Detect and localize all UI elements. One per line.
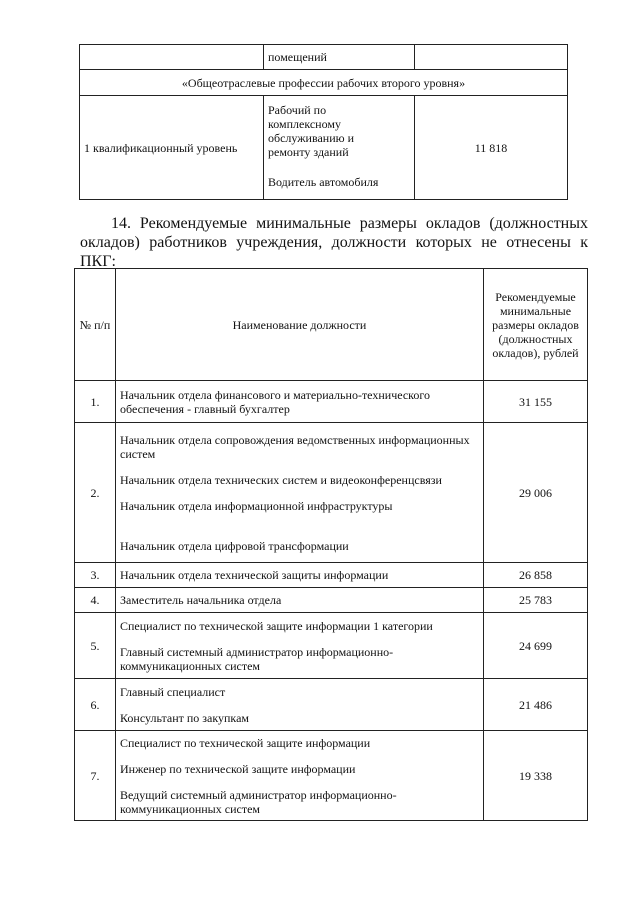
position-line: ремонту зданий	[268, 145, 349, 159]
positions-cell	[264, 96, 415, 200]
position-name: Главный системный администратор информационно-коммуникационных систем	[120, 644, 394, 673]
row-names	[116, 731, 484, 821]
table-row	[80, 70, 568, 96]
row-num: 3.	[75, 563, 116, 588]
row-salary: 31 155	[484, 381, 588, 423]
position-name: Главный специалист	[120, 684, 226, 699]
table-row	[75, 563, 588, 588]
section-paragraph	[80, 214, 588, 271]
table-row	[75, 381, 588, 423]
row-num: 5.	[75, 613, 116, 679]
position-name: Ведущий системный администратор информационно-коммуникационных систем	[120, 787, 397, 816]
row-num: 1.	[75, 381, 116, 423]
table-header-row	[75, 269, 588, 381]
position-name: Начальник отдела информационной инфраструктуры	[120, 498, 393, 513]
position-name: Начальник отдела цифровой трансформации	[120, 538, 349, 553]
header-num: № п/п	[75, 269, 116, 381]
table-cell: помещений	[264, 45, 415, 70]
row-names	[116, 423, 484, 563]
paragraph-line: 14. Рекомендуемые минимальные размеры окладов (должностных	[111, 215, 588, 232]
paragraph-line: окладов) работников учреждения, должности которых не отнесены к ПКГ:	[80, 234, 588, 270]
group-title: «Общеотраслевые профессии рабочих второго уровня»	[80, 70, 568, 96]
table-row	[80, 45, 568, 70]
position-line: обслуживанию и	[268, 131, 355, 145]
header-salary: Рекомендуемые минимальные размеры окладов (должностных окладов), рублей	[484, 269, 588, 381]
row-num: 6.	[75, 679, 116, 731]
row-salary: 26 858	[484, 563, 588, 588]
position-name: Начальник отдела сопровождения ведомственных информационных систем	[120, 432, 470, 461]
row-num: 4.	[75, 588, 116, 613]
row-name: Начальник отдела финансового и материально-технического обеспечения - главный бухгалтер	[116, 381, 484, 423]
table-cell	[415, 45, 568, 70]
row-salary: 21 486	[484, 679, 588, 731]
position-name: Инженер по технической защите информации	[120, 761, 356, 776]
table-row	[75, 613, 588, 679]
table-row	[75, 679, 588, 731]
table-row	[75, 423, 588, 563]
table-cell	[80, 45, 264, 70]
row-salary: 24 699	[484, 613, 588, 679]
qualification-level: 1 квалификационный уровень	[80, 96, 264, 200]
table-row	[80, 96, 568, 200]
position-name: Консультант по закупкам	[120, 710, 249, 725]
position-name: Начальник отдела технических систем и видеоконференцсвязи	[120, 472, 442, 487]
position-name: Специалист по технической защите информации	[120, 735, 371, 750]
table-row	[75, 731, 588, 821]
row-salary: 29 006	[484, 423, 588, 563]
row-num: 2.	[75, 423, 116, 563]
salary-table	[74, 268, 588, 821]
row-names	[116, 613, 484, 679]
header-name: Наименование должности	[116, 269, 484, 381]
position-line: Рабочий по	[268, 103, 327, 117]
row-name: Заместитель начальника отдела	[116, 588, 484, 613]
salary-cell: 11 818	[415, 96, 568, 200]
row-name: Начальник отдела технической защиты информации	[116, 563, 484, 588]
row-salary: 25 783	[484, 588, 588, 613]
position-line: комплексному	[268, 117, 341, 131]
row-names	[116, 679, 484, 731]
row-num: 7.	[75, 731, 116, 821]
position-line: Водитель автомобиля	[268, 175, 379, 189]
professions-table	[79, 44, 568, 200]
table-row	[75, 588, 588, 613]
row-salary: 19 338	[484, 731, 588, 821]
position-name: Специалист по технической защите информации 1 категории	[120, 618, 433, 633]
